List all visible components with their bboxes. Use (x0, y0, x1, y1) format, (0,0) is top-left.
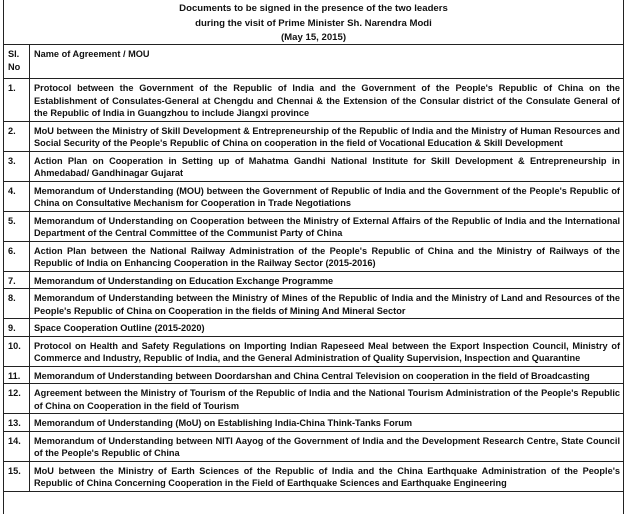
agreement-name: Memorandum of Understanding (MOU) between the Government of Republic of India and the Government of the People's Republic of China on Consultative Mechanism for Cooperation in Trade Negotiations (30, 181, 624, 211)
table-row (4, 414, 624, 432)
agreement-name: Agreement between the Ministry of Tourism of the Republic of India and the National Tourism Administration of the People's Republic of China on Cooperation in the field of Tourism (30, 384, 624, 414)
agreements-table (3, 44, 624, 492)
serial-number: 12. (4, 384, 30, 414)
serial-number: 5. (4, 211, 30, 241)
table-row (4, 461, 624, 491)
table-row (4, 319, 624, 337)
agreement-name: Action Plan on Cooperation in Setting up of Mahatma Gandhi National Institute for Skill Development & Entrepreneurship in Ahmedabad/ Gandhinagar Gujarat (30, 151, 624, 181)
serial-number: 14. (4, 431, 30, 461)
table-row (4, 289, 624, 319)
table-row (4, 151, 624, 181)
agreement-name: Memorandum of Understanding on Education Exchange Programme (30, 271, 624, 289)
column-header-serial: Sl. No (4, 45, 30, 79)
serial-number: 6. (4, 241, 30, 271)
table-row (4, 384, 624, 414)
serial-number: 9. (4, 319, 30, 337)
serial-number: 7. (4, 271, 30, 289)
agreement-name: Memorandum of Understanding on Cooperation between the Ministry of External Affairs of the Republic of India and the International Department of the Central Committee of the Communist Party of China (30, 211, 624, 241)
table-row (4, 241, 624, 271)
agreement-name: Memorandum of Understanding between NITI Aayog of the Government of India and the Development Research Centre, State Council of the People's Republic of China (30, 431, 624, 461)
serial-number: 2. (4, 121, 30, 151)
table-row (4, 431, 624, 461)
table-header-row (4, 45, 624, 79)
serial-number: 3. (4, 151, 30, 181)
title-line-2: during the visit of Prime Minister Sh. Narendra Modi (195, 17, 432, 29)
agreement-name: MoU between the Ministry of Skill Development & Entrepreneurship of the Republic of India and the Ministry of Human Resources and Social Security of the People's Republic of China on cooperation in the field of Vocational Education & Skill Development (30, 121, 624, 151)
agreement-name: Memorandum of Understanding between Doordarshan and China Central Television on cooperation in the field of Broadcasting (30, 366, 624, 384)
column-header-name: Name of Agreement / MOU (30, 45, 624, 79)
table-row (4, 121, 624, 151)
table-row (4, 366, 624, 384)
table-row (4, 181, 624, 211)
title-line-1: Documents to be signed in the presence of the two leaders (179, 3, 448, 14)
document-title (3, 2, 624, 46)
table-row (4, 271, 624, 289)
agreement-name: Action Plan between the National Railway Administration of the People's Republic of China and the Ministry of Railways of the Republic of India on Enhancing Cooperation in the Railway Sector (2015-2016) (30, 241, 624, 271)
agreement-name: Protocol between the Government of the Republic of India and the Government of the People's Republic of China on the Establishment of Consulates-General at Chengdu and Chennai & the Extension of the Consular district of the Consulate General of the Republic of India in Guangzhou to include Jiangxi province (30, 79, 624, 122)
serial-number: 4. (4, 181, 30, 211)
title-line-3: (May 15, 2015) (280, 32, 347, 43)
table-row (4, 79, 624, 122)
agreement-name: Memorandum of Understanding between the Ministry of Mines of the Republic of India and the Ministry of Land and Resources of the People's Republic of China on Cooperation in the fields of Mining And Mineral Sector (30, 289, 624, 319)
serial-number: 1. (4, 79, 30, 122)
serial-number: 8. (4, 289, 30, 319)
serial-number: 11. (4, 366, 30, 384)
agreement-name: Space Cooperation Outline (2015-2020) (30, 319, 624, 337)
serial-number: 15. (4, 461, 30, 491)
serial-number: 10. (4, 336, 30, 366)
serial-number: 13. (4, 414, 30, 432)
table-row (4, 336, 624, 366)
agreement-name: Memorandum of Understanding (MoU) on Establishing India-China Think-Tanks Forum (30, 414, 624, 432)
table-row (4, 211, 624, 241)
agreement-name: MoU between the Ministry of Earth Sciences of the Republic of India and the China Earthquake Administration of the People's Republic of China Concerning Cooperation in the Field of Earthquake Sciences and Earthquake Engineering (30, 461, 624, 491)
agreement-name: Protocol on Health and Safety Regulations on Importing Indian Rapeseed Meal between the Export Inspection Council, Ministry of Commerce and Industry, Republic of India, and the General Administration of Quality Supervision, Inspection and Quarantine (30, 336, 624, 366)
